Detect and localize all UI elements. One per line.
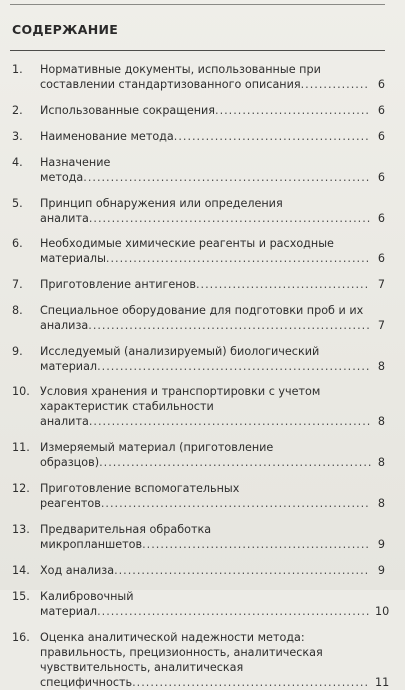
toc-dot-leader: ........................................... (173, 130, 370, 143)
toc-entry-number: 14. (12, 564, 30, 577)
toc-entry[interactable] (10, 589, 390, 619)
toc-entry-number: 10. (12, 385, 30, 398)
toc-entry-title: Измеряемый материал (приготовление образцов) (40, 441, 274, 469)
toc-entry-number: 16. (12, 631, 30, 644)
top-rule (10, 4, 385, 5)
toc-entry-number: 11. (12, 441, 30, 454)
toc-dot-leader: ........................................................... (100, 497, 370, 510)
toc-entry-title: Приготовление вспомогательных реагентов (40, 482, 240, 510)
toc-dot-leader: ............................................................ (99, 456, 373, 469)
toc-entry-page-number: 8 (377, 415, 385, 428)
toc-entry-page-number: 10 (375, 605, 390, 618)
table-of-contents (10, 62, 390, 690)
toc-entry-body (40, 129, 385, 144)
toc-dot-leader: ............................................................ (97, 360, 371, 373)
toc-entry-number: 2. (12, 104, 23, 117)
toc-entry-page-number: 6 (377, 104, 385, 117)
toc-entry-body (40, 103, 385, 118)
toc-entry-title: Предварительная обработка микропланшетов (40, 523, 212, 551)
toc-entry-body (40, 589, 390, 619)
toc-entry[interactable] (10, 303, 385, 333)
toc-dot-leader: ...................................... (196, 278, 370, 291)
toc-dot-leader: .......................................................... (105, 252, 371, 265)
toc-entry-page-number: 8 (377, 497, 385, 510)
toc-entry-number: 7. (12, 278, 23, 291)
toc-entry-title: Исследуемый (анализируемый) биологический материал (40, 345, 320, 373)
toc-entry-number: 3. (12, 130, 23, 143)
toc-dot-leader: .............................................................. (88, 212, 372, 225)
toc-entry-page-number: 9 (377, 538, 385, 551)
toc-entry-number: 9. (12, 345, 23, 358)
toc-entry-body (40, 630, 390, 690)
toc-dot-leader: .................................................... (132, 676, 370, 689)
toc-dot-leader: ........................................................ (114, 564, 370, 577)
toc-entry-page-number: 8 (377, 360, 385, 373)
toc-entry-title: Необходимые химические реагенты и расходные материалы (40, 237, 334, 265)
toc-dot-leader: .................................................. (142, 538, 370, 551)
toc-entry[interactable] (10, 129, 385, 144)
toc-entry-number: 8. (12, 304, 23, 317)
toc-dot-leader: .............................................................. (88, 415, 372, 428)
toc-entry-body (40, 303, 385, 333)
toc-entry[interactable] (10, 384, 385, 429)
toc-entry-body (40, 563, 385, 578)
toc-entry-number: 1. (12, 63, 23, 76)
toc-dot-leader: ............................................................... (83, 171, 371, 184)
toc-entry-title: Назначение метода (40, 156, 111, 184)
toc-entry-body (40, 62, 385, 92)
toc-entry-title: Наименование метода (40, 130, 174, 143)
toc-entry[interactable] (10, 563, 385, 578)
toc-entry-page-number: 9 (377, 564, 385, 577)
toc-entry-page-number: 6 (377, 171, 385, 184)
toc-entry[interactable] (10, 62, 385, 92)
toc-entry-title: Калибровочный материал (40, 590, 134, 618)
toc-entry[interactable] (10, 277, 385, 292)
toc-entry-page-number: 7 (377, 278, 385, 291)
toc-entry-page-number: 8 (377, 456, 385, 469)
toc-entry[interactable] (10, 344, 385, 374)
toc-entry-page-number: 6 (377, 212, 385, 225)
toc-heading: СОДЕРЖАНИЕ (12, 22, 119, 37)
toc-entry-body (40, 236, 385, 266)
toc-entry[interactable] (10, 155, 385, 185)
toc-entry[interactable] (10, 440, 385, 470)
toc-entry-body (40, 196, 385, 226)
toc-entry-title: Ход анализа (40, 564, 115, 577)
toc-entry-number: 5. (12, 197, 23, 210)
toc-entry-body (40, 522, 385, 552)
toc-dot-leader: ............................................................ (97, 605, 371, 618)
toc-entry[interactable] (10, 522, 385, 552)
toc-entry-title: Оценка аналитической надежности метода: правильность, прецизионность, аналитическая чувствительность, аналитическая специфичность (40, 631, 323, 689)
toc-entry-number: 15. (12, 590, 30, 603)
toc-entry-number: 6. (12, 237, 23, 250)
toc-entry[interactable] (10, 196, 385, 226)
toc-entry-body (40, 384, 385, 429)
toc-entry-body (40, 344, 385, 374)
toc-entry-body (40, 481, 385, 511)
toc-entry[interactable] (10, 103, 385, 118)
toc-entry-page-number: 6 (377, 130, 385, 143)
toc-entry-title: Условия хранения и транспортировки с учетом характеристик стабильности аналита (40, 385, 321, 428)
toc-entry-title: Нормативные документы, использованные при составлении стандартизованного описания (40, 63, 321, 91)
toc-entry-page-number: 11 (375, 676, 390, 689)
toc-entry-body (40, 155, 385, 185)
toc-dot-leader: ............... (300, 78, 369, 91)
toc-entry-body (40, 440, 385, 470)
toc-entry-number: 4. (12, 156, 23, 169)
toc-entry-page-number: 6 (377, 252, 385, 265)
toc-entry-title: Специальное оборудование для подготовки проб и их анализа (40, 304, 364, 332)
toc-entry-body (40, 277, 385, 292)
toc-entry[interactable] (10, 630, 390, 690)
toc-entry-page-number: 6 (377, 78, 385, 91)
heading-rule (10, 50, 385, 51)
toc-entry-title: Приготовление антигенов (40, 278, 196, 291)
toc-entry[interactable] (10, 236, 385, 266)
toc-dot-leader: .............................................................. (88, 319, 371, 332)
toc-entry-number: 13. (12, 523, 30, 536)
toc-header (10, 22, 385, 51)
toc-entry-title: Принцип обнаружения или определения аналита (40, 197, 283, 225)
toc-dot-leader: .................................. (215, 104, 370, 117)
toc-entry-title: Использованные сокращения (40, 104, 216, 117)
toc-entry-page-number: 7 (377, 319, 385, 332)
toc-entry-number: 12. (12, 482, 30, 495)
toc-entry[interactable] (10, 481, 385, 511)
